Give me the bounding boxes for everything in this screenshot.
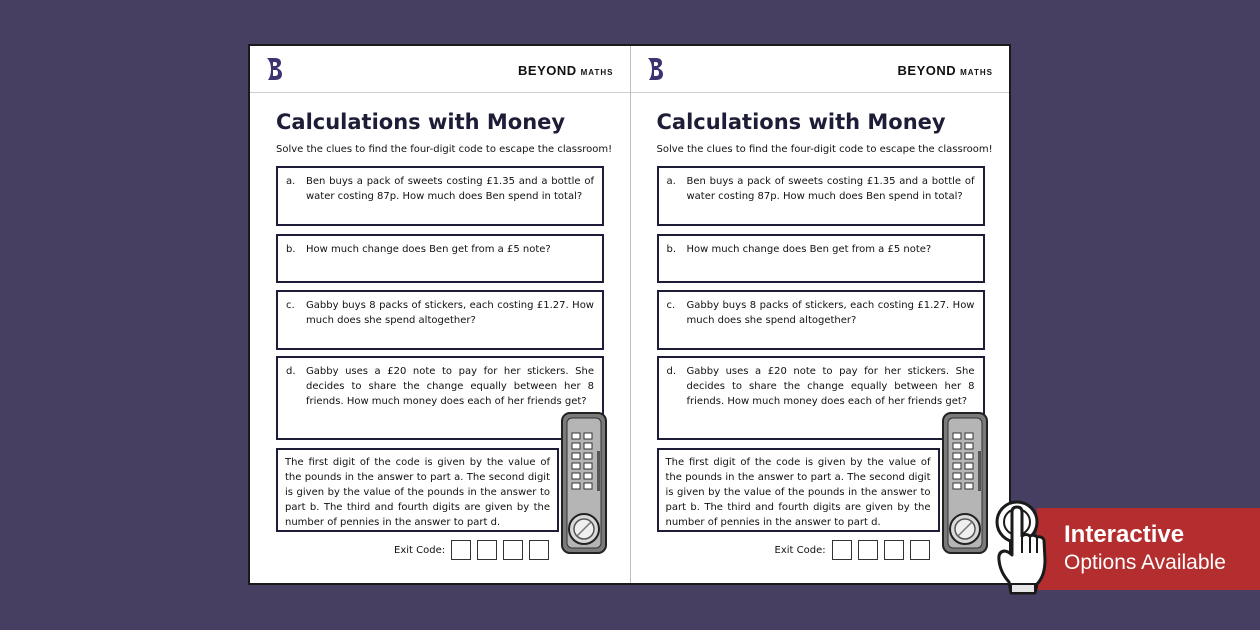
brand-logo [518,63,613,78]
page-header [250,46,630,93]
question-letter: b. [286,244,296,255]
exit-code-digit-1[interactable] [451,540,471,560]
beyond-logo-icon [264,56,284,82]
exit-code-digit-3[interactable] [503,540,523,560]
question-letter: a. [286,176,296,187]
question-box-a [657,166,985,226]
question-box-b [657,234,985,283]
worksheet-title: Calculations with Money [276,110,566,134]
question-text: Gabby uses a £20 note to pay for her stickers. She decides to share the change equally between her 8 friends. How much money does each of her friends get? [306,366,594,407]
code-instructions: The first digit of the code is given by the value of the pounds in the answer to part a. The second digit is given by the value of the pounds in the answer to part b. The third and fourth digits are given by the number of pennies in the answer to part d. [276,448,559,532]
question-text: Ben buys a pack of sweets costing £1.35 and a bottle of water costing 87p. How much does Ben spend in total? [686,176,975,202]
exit-code-label: Exit Code: [774,544,826,556]
exit-code [775,540,936,560]
question-letter: d. [286,366,296,377]
brand-logo [898,63,993,78]
exit-code-digit-3[interactable] [884,540,904,560]
question-box-b [276,234,604,283]
door-keypad-icon [560,411,608,555]
worksheet-subtitle: Solve the clues to find the four-digit code to escape the classroom! [276,144,613,155]
beyond-logo-icon [645,56,665,82]
page-header [631,46,1010,93]
door-keypad-icon [941,411,989,555]
question-text: How much change does Ben get from a £5 note? [306,244,551,255]
question-text: How much change does Ben get from a £5 note? [686,244,932,255]
worksheet-page-left [250,46,630,583]
question-text: Ben buys a pack of sweets costing £1.35 and a bottle of water costing 87p. How much does Ben spend in total? [306,176,594,202]
worksheet-title: Calculations with Money [656,110,946,134]
question-text: Gabby buys 8 packs of stickers, each costing £1.27. How much does she spend altogether? [686,300,975,326]
exit-code-label: Exit Code: [394,544,446,556]
exit-code-digit-4[interactable] [910,540,930,560]
question-letter: b. [666,244,677,255]
brand-sub: MATHS [580,68,614,77]
brand-name: BEYOND [897,63,957,78]
exit-code-digit-2[interactable] [477,540,497,560]
question-letter: c. [666,300,676,311]
exit-code-digit-1[interactable] [832,540,852,560]
brand-sub: MATHS [960,68,993,77]
question-letter: c. [286,300,295,311]
question-box-d [657,356,985,440]
question-text: Gabby uses a £20 note to pay for her stickers. She decides to share the change equally between her 8 friends. How much money does each of her friends get? [686,366,975,407]
worksheet-subtitle: Solve the clues to find the four-digit code to escape the classroom! [656,144,993,155]
badge-line-2: Options Available [1064,551,1226,574]
worksheet-preview [248,44,1011,585]
badge-line-1: Interactive [1064,521,1185,548]
question-letter: d. [666,366,677,377]
question-box-c [276,290,604,350]
question-letter: a. [666,176,676,187]
question-box-d [276,356,604,440]
question-box-a [276,166,604,226]
exit-code-digit-2[interactable] [858,540,878,560]
exit-code [394,540,555,560]
question-box-c [657,290,985,350]
hand-pointer-icon [995,498,1055,598]
code-instructions: The first digit of the code is given by the value of the pounds in the answer to part a. The second digit is given by the value of the pounds in the answer to part b. The third and fourth digits are given by the number of pennies in the answer to part d. [657,448,940,532]
worksheet-page-right [630,46,1010,583]
exit-code-digit-4[interactable] [529,540,549,560]
question-text: Gabby buys 8 packs of stickers, each costing £1.27. How much does she spend altogether? [306,300,594,326]
brand-name: BEYOND [518,63,577,78]
